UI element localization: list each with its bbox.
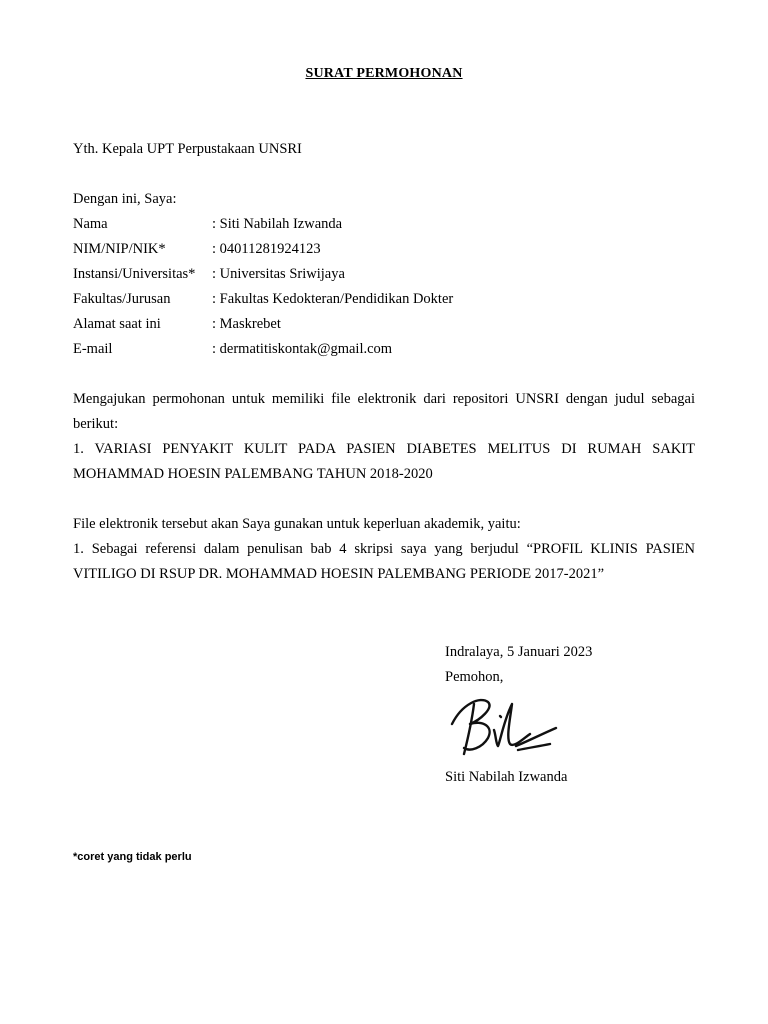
intro-line: Dengan ini, Saya:	[73, 191, 177, 207]
request-paragraph-line: Mengajukan permohonan untuk memiliki file elektronik dari repositori UNSRI dengan judul sebagai	[73, 391, 695, 407]
field-value: : Universitas Sriwijaya	[212, 266, 345, 282]
field-label: Nama	[73, 216, 108, 232]
field-label: NIM/NIP/NIK*	[73, 241, 166, 257]
field-value: : Maskrebet	[212, 316, 281, 332]
purpose-item-line: VITILIGO DI RSUP DR. MOHAMMAD HOESIN PALEMBANG PERIODE 2017-2021”	[73, 566, 604, 582]
field-label: Fakultas/Jurusan	[73, 291, 171, 307]
request-paragraph-line: berikut:	[73, 416, 119, 432]
footnote: *coret yang tidak perlu	[73, 851, 192, 863]
field-value: : Siti Nabilah Izwanda	[212, 216, 343, 232]
field-label: E-mail	[73, 341, 113, 357]
signature-place-date: Indralaya, 5 Januari 2023	[445, 644, 593, 660]
field-label: Alamat saat ini	[73, 316, 161, 332]
purpose-intro-line: File elektronik tersebut akan Saya gunakan untuk keperluan akademik, yaitu:	[73, 516, 521, 532]
requested-title-line: MOHAMMAD HOESIN PALEMBANG TAHUN 2018-2020	[73, 466, 433, 482]
purpose-item-line: 1. Sebagai referensi dalam penulisan bab 4 skripsi saya yang berjudul “PROFIL KLINIS PASIEN	[73, 541, 695, 557]
field-value: : dermatitiskontak@gmail.com	[212, 341, 393, 357]
field-value: : Fakultas Kedokteran/Pendidikan Dokter	[212, 291, 454, 307]
signature-role: Pemohon,	[445, 669, 504, 685]
field-value: : 04011281924123	[212, 241, 321, 257]
signatory-name: Siti Nabilah Izwanda	[445, 769, 568, 785]
document-title: SURAT PERMOHONAN	[305, 66, 463, 81]
requested-title-line: 1. VARIASI PENYAKIT KULIT PADA PASIEN DIABETES MELITUS DI RUMAH SAKIT	[73, 441, 695, 457]
field-label: Instansi/Universitas*	[73, 266, 196, 282]
handwritten-signature	[448, 690, 558, 762]
addressee-line: Yth. Kepala UPT Perpustakaan UNSRI	[73, 141, 302, 157]
